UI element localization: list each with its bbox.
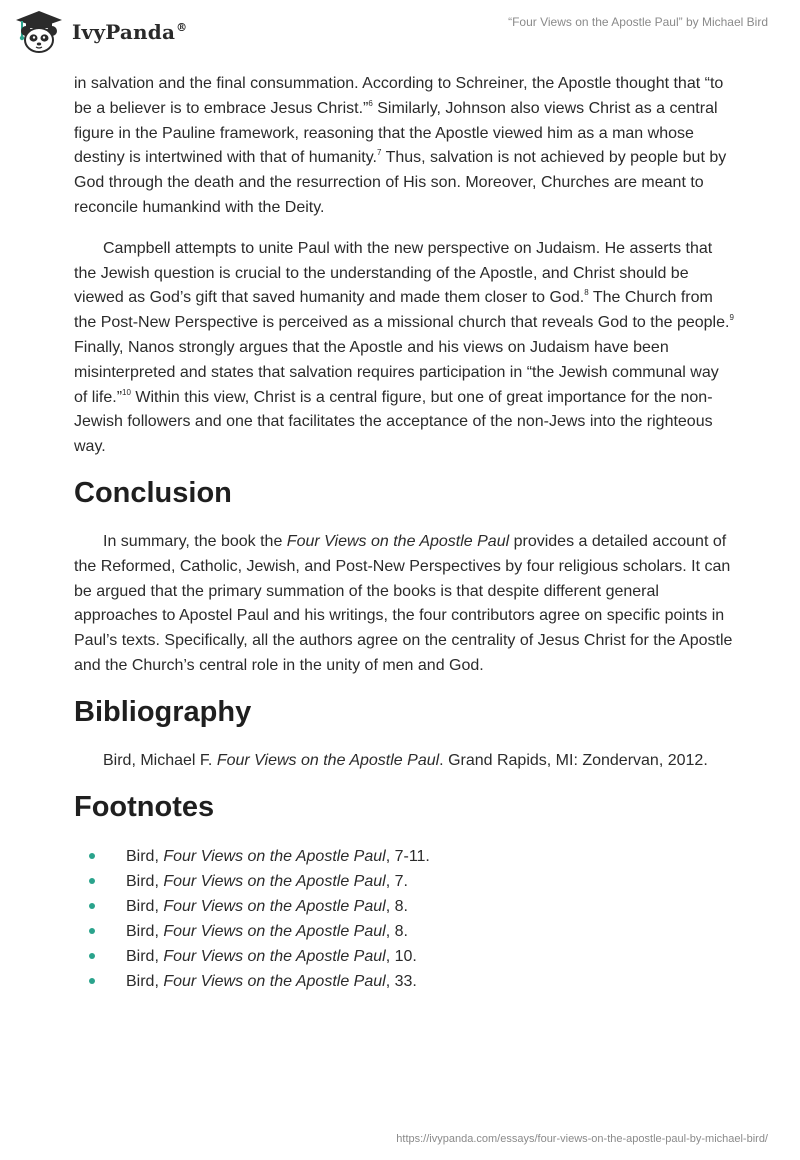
conclusion-paragraph: [74, 530, 734, 679]
book-title: Four Views on the Apostle Paul: [163, 872, 386, 890]
ivypanda-logo[interactable]: [14, 9, 187, 55]
footnote-pages: , 8.: [385, 897, 408, 915]
paragraph-text: in salvation and the final consummation. According to Schreiner, the Apostle thought that “to be a believer is to embrace Jesus Christ.”: [74, 75, 724, 117]
source-url[interactable]: https://ivypanda.com/essays/four-views-on-the-apostle-paul-by-michael-bird/: [396, 1133, 768, 1145]
footnote-item: [74, 944, 734, 969]
footnote-author: Bird,: [126, 947, 164, 965]
bullet-icon: [89, 853, 95, 859]
paragraph-text: Similarly, Johnson also views Christ as a central figure in the Pauline framework, reasoning that the Apostle viewed him as a man whose destiny is intertwined with that of humanity.: [74, 99, 718, 167]
book-title: Four Views on the Apostle Paul: [286, 532, 510, 550]
paragraph-text: Within this view, Christ is a central figure, but one of great importance for the non-Jewish followers and one that facilitates the acceptance of the non-Jews into the righteous way.: [74, 388, 713, 456]
conclusion-heading: Conclusion: [74, 476, 232, 509]
footnote-ref[interactable]: 8: [584, 288, 589, 298]
footnote-pages: , 7-11.: [385, 847, 430, 865]
bibliography-heading: Bibliography: [74, 695, 252, 728]
footnotes-heading: Footnotes: [74, 790, 215, 823]
page-header: [0, 0, 800, 64]
footnote-item: [74, 894, 734, 919]
footnote-author: Bird,: [126, 897, 164, 915]
footnote-author: Bird,: [126, 922, 164, 940]
footnote-pages: , 10.: [385, 947, 417, 965]
footnote-item: [74, 969, 734, 994]
paragraph-text: In summary, the book the: [103, 532, 287, 550]
registered-mark: ®: [176, 21, 188, 35]
footnotes-list: [74, 844, 734, 994]
footnote-author: Bird,: [126, 872, 164, 890]
paragraph-text: provides a detailed account of the Reformed, Catholic, Jewish, and Post-New Perspectives by four religious scholars. It can be argued that the primary summation of the books is that despite different general approaches to Apostel Paul and his writings, the four contributors agree on specific points in Paul’s texts. Specifically, all the authors agree on the centrality of Jesus Christ for the Apostle and the Church’s central role in the unity of men and God.: [74, 532, 733, 674]
panda-graduate-icon: [14, 9, 64, 55]
footnote-ref[interactable]: 7: [376, 148, 382, 158]
book-title: Four Views on the Apostle Paul: [163, 922, 386, 940]
paragraph-text: The Church from the Post-New Perspective is perceived as a missional church that reveals God to the people.: [74, 289, 730, 332]
paragraph-text: Campbell attempts to unite Paul with the new perspective on Judaism. He asserts that the Jewish question is crucial to the understanding of the Apostle, and Christ should be viewed as God’s gift that saved humanity and made them closer to God.: [74, 239, 713, 307]
body-paragraph-1: [74, 72, 734, 221]
footnote-item: [74, 919, 734, 944]
paragraph-text: Finally, Nanos strongly argues that the Apostle and his views on Judaism have been misinterpreted and states that salvation requires participation in “the Jewish communal way of life.”: [74, 338, 719, 406]
running-title: “Four Views on the Apostle Paul” by Michael Bird: [508, 15, 768, 29]
footnote-ref[interactable]: 9: [729, 313, 734, 323]
book-title: Four Views on the Apostle Paul: [163, 972, 386, 990]
bullet-icon: [89, 953, 95, 959]
book-title: Four Views on the Apostle Paul: [163, 947, 386, 965]
bullet-icon: [89, 978, 95, 984]
footnote-pages: , 7.: [385, 872, 408, 890]
logo-wordmark: IvyPanda®: [72, 20, 188, 44]
footnote-ref[interactable]: 6: [368, 98, 373, 108]
footnote-ref[interactable]: 10: [122, 387, 131, 397]
book-title: Four Views on the Apostle Paul: [163, 897, 386, 915]
footnote-pages: , 8.: [385, 922, 408, 940]
bullet-icon: [89, 928, 95, 934]
footnote-author: Bird,: [126, 847, 164, 865]
footnote-pages: , 33.: [385, 972, 417, 990]
bullet-icon: [89, 903, 95, 909]
bibliography-publisher: . Grand Rapids, MI: Zondervan, 2012.: [439, 751, 708, 769]
bibliography-author: Bird, Michael F.: [103, 751, 217, 769]
book-title: Four Views on the Apostle Paul: [216, 751, 440, 769]
footnote-item: [74, 869, 734, 894]
essay-content: [74, 72, 734, 994]
bullet-icon: [89, 878, 95, 884]
body-paragraph-2: [74, 237, 734, 460]
book-title: Four Views on the Apostle Paul: [163, 847, 386, 865]
bibliography-entry: [74, 749, 734, 774]
paragraph-text: Thus, salvation is not achieved by people but by God through the death and the resurrection of His son. Moreover, Churches are meant to reconcile humankind with the Deity.: [74, 149, 727, 216]
footnote-item: [74, 844, 734, 869]
footnote-author: Bird,: [126, 972, 164, 990]
